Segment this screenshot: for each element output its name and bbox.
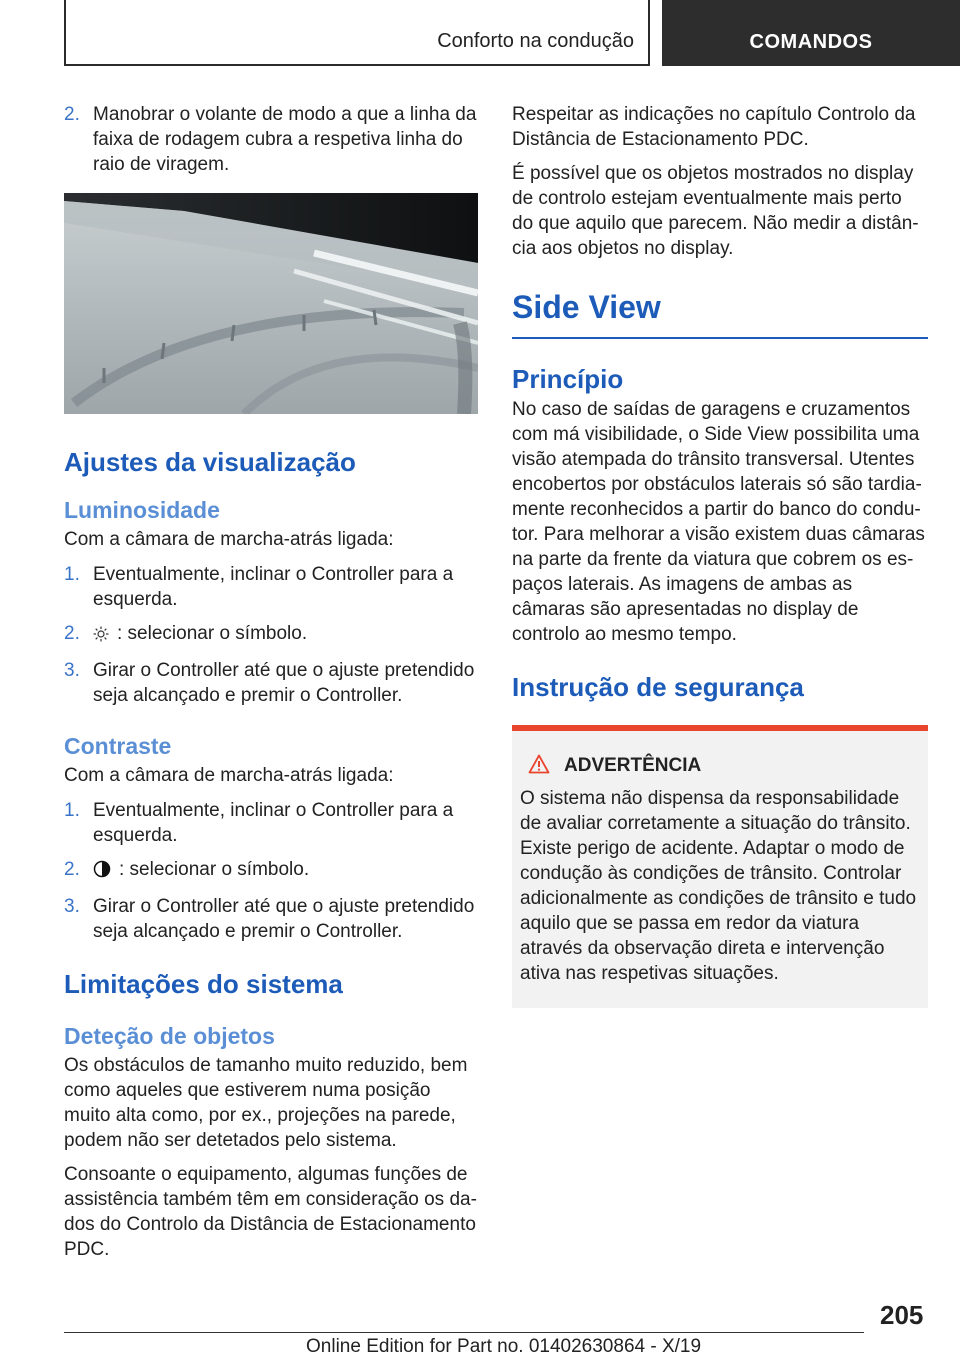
step-number: 1.	[64, 564, 80, 585]
step-item	[64, 658, 478, 708]
detecao-paragraph-1: Os obstáculos de tamanho muito reduzido, bem como aqueles que estiverem numa posição muito alta como, por ex., projeções na parede, podem não ser detetados pelo sistema.	[64, 1055, 468, 1151]
step-number: 1.	[64, 800, 80, 821]
header-chapter-tab	[662, 0, 960, 66]
step-item	[64, 102, 478, 177]
step-text: : selecionar o símbolo.	[119, 859, 310, 880]
warning-title: ADVERTÊNCIA	[564, 755, 702, 776]
rear-camera-illustration	[64, 193, 478, 414]
step-number: 3.	[64, 660, 80, 681]
heading-side-view: Side View	[512, 287, 928, 339]
step-item	[64, 562, 478, 612]
luminosidade-intro: Com a câmara de marcha-atrás ligada:	[64, 529, 394, 550]
brightness-icon	[93, 624, 109, 649]
header-section-title: Conforto na condução	[437, 30, 634, 52]
contraste-intro: Com a câmara de marcha-atrás ligada:	[64, 765, 394, 786]
warning-title-row	[520, 753, 920, 778]
step-text: Girar o Controller até que o ajuste pretendido seja alcançado e premir o Controller.	[93, 660, 475, 706]
heading-detecao: Deteção de objetos	[64, 1023, 275, 1049]
step-item	[64, 857, 478, 885]
warning-triangle-icon	[528, 754, 550, 774]
step-item	[64, 621, 478, 649]
heading-ajustes: Ajustes da visualização	[64, 447, 356, 477]
step-number: 3.	[64, 896, 80, 917]
warning-text: O sistema não dispensa da responsabilidade de avaliar corretamente a situação do trânsito. Existe perigo de acidente. Adaptar o modo de condução às condições de trânsito. Controlar adicionalmente as condições de trânsito e tudo aquilo que se passa em redor da viatura através da observação direta e intervenção ativa nas respetivas situações.	[520, 788, 917, 984]
step-number: 2.	[64, 623, 80, 644]
right-column	[512, 102, 928, 1008]
contrast-icon	[93, 860, 111, 885]
step-text: : selecionar o símbolo.	[117, 623, 308, 644]
step-item	[64, 894, 478, 944]
footer-divider	[64, 1332, 864, 1333]
step-text: Manobrar o volante de modo a que a linha da faixa de rodagem cubra a respetiva linha do raio de viragem.	[93, 104, 477, 175]
step-text: Eventualmente, inclinar o Controller para a esquerda.	[93, 564, 454, 610]
heading-seguranca: Instrução de segurança	[512, 672, 804, 702]
camera-view-graphic	[64, 193, 478, 414]
left-column	[64, 102, 478, 1262]
header-chapter-title: COMANDOS	[749, 31, 873, 53]
heading-luminosidade: Luminosidade	[64, 497, 220, 523]
warning-box	[512, 725, 928, 1008]
heading-limitacoes: Limitações do sistema	[64, 969, 343, 999]
step-item	[64, 798, 478, 848]
step-text: Girar o Controller até que o ajuste pretendido seja alcançado e premir o Controller.	[93, 896, 475, 942]
page-number: 205	[880, 1300, 924, 1330]
pdc-reference-paragraph: Respeitar as indicações no capítulo Controlo da Distância de Estacionamento PDC.	[512, 104, 916, 150]
principio-paragraph: No caso de saídas de garagens e cruzamentos com má visibilidade, o Side View possibilita uma visão atempada do trânsito transversal. Utentes encobertos por obstáculos laterais só são tardia-mente reconhecidos a partir do banco do condu-tor. Para melhorar a visão existem duas câmaras na parte da frente da viatura que cobrem os es-paços laterais. As imagens de ambas as câmaras são apresentadas no display de controlo ao mesmo tempo.	[512, 399, 925, 645]
heading-contraste: Contraste	[64, 733, 172, 759]
detecao-paragraph-2: Consoante o equipamento, algumas funções de assistência também têm em consideração os da-dos do Controlo da Distância de Estacionamento PDC.	[64, 1164, 477, 1260]
display-distance-paragraph: É possível que os objetos mostrados no display de controlo estejam eventualmente mais perto do que aquilo que parecem. Não medir a distân-cia aos objetos no display.	[512, 163, 919, 259]
heading-principio: Princípio	[512, 364, 624, 394]
footer-edition: Online Edition for Part no. 01402630864 - X/19	[306, 1336, 702, 1357]
header-section-box	[64, 0, 650, 66]
step-text: Eventualmente, inclinar o Controller para a esquerda.	[93, 800, 454, 846]
step-number: 2.	[64, 859, 80, 880]
step-number: 2.	[64, 104, 80, 125]
